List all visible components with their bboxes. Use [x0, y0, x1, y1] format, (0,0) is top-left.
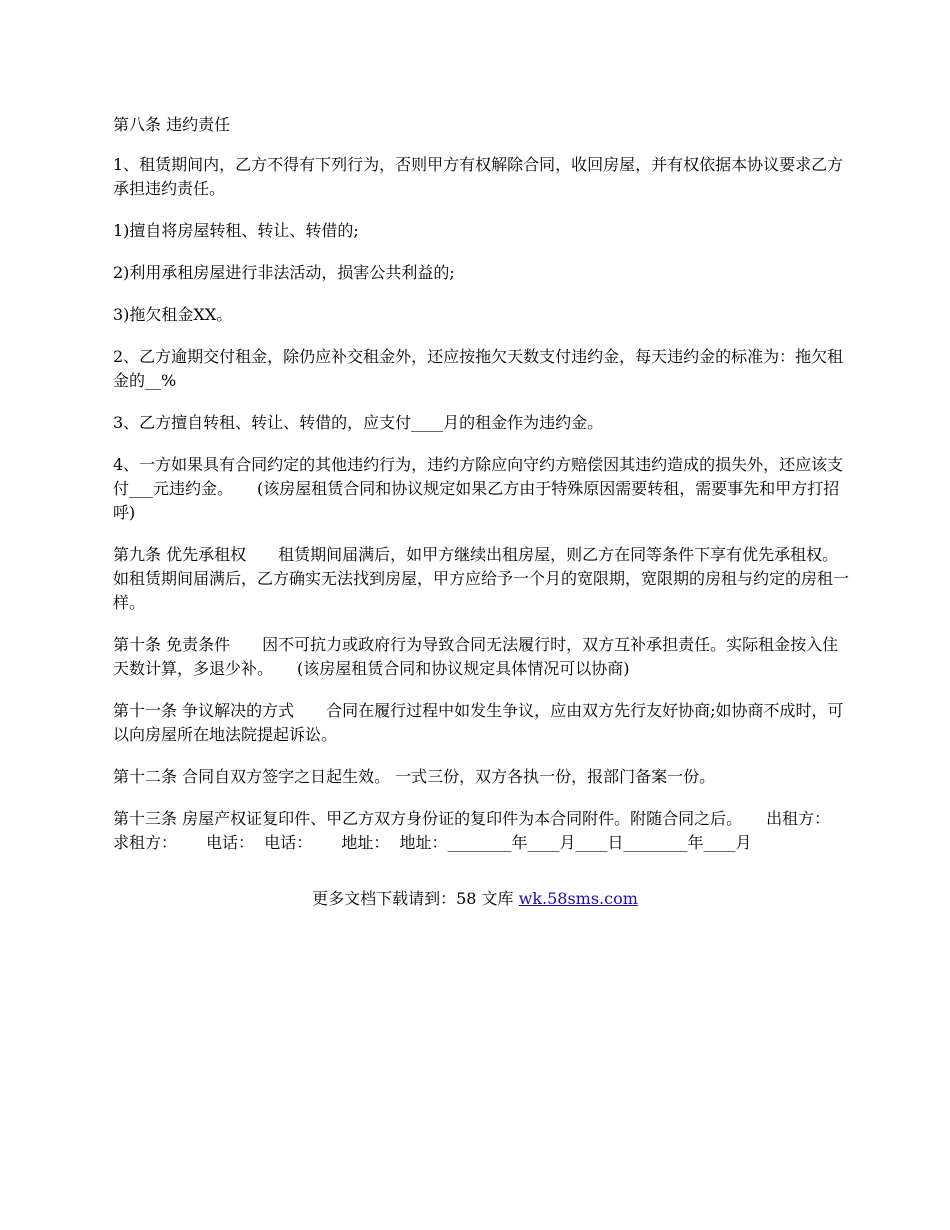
article-8-item-1: 1)擅自将房屋转租、转让、转借的; [113, 221, 359, 240]
footer-link[interactable]: wk.58sms.com [518, 889, 638, 908]
article-8-item-3: 3)拖欠租金XX。 [113, 305, 233, 324]
article-13-signatures: 第十三条 房屋产权证复印件、甲乙方双方身份证的复印件为本合同附件。附随合同之后。 出租方： 求租方： 电话： 电话： 地址： 地址：________年____月____日________年____月 [113, 809, 841, 852]
article-8-item-2: 2)利用承租房屋进行非法活动，损害公共利益的; [113, 263, 455, 282]
article-12: 第十二条 合同自双方签字之日起生效。 一式三份，双方各执一份，报部门备案一份。 [113, 767, 716, 786]
article-9: 第九条 优先承租权 租赁期间届满后，如甲方继续出租房屋，则乙方在同等条件下享有优先承租权。如租赁期间届满后，乙方确实无法找到房屋，甲方应给予一个月的宽限期，宽限期的房租与约定的房租一样。 [113, 545, 850, 612]
article-8-clause-2: 2、乙方逾期交付租金，除仍应补交租金外，还应按拖欠天数支付违约金，每天违约金的标准为：拖欠租金的__% [113, 347, 844, 390]
article-8-clause-3: 3、乙方擅自转租、转让、转借的，应支付____月的租金作为违约金。 [113, 413, 604, 432]
document-body [113, 113, 853, 855]
footer-text: 更多文档下载请到：58 文库 [312, 889, 519, 908]
article-8-clause-1: 1、租赁期间内，乙方不得有下列行为，否则甲方有权解除合同，收回房屋，并有权依据本协议要求乙方承担违约责任。 [113, 155, 844, 198]
article-8-clause-4: 4、一方如果具有合同约定的其他违约行为，违约方除应向守约方赔偿因其违约造成的损失外，还应该支付___元违约金。 (该房屋租赁合同和协议规定如果乙方由于特殊原因需要转租，需要事先和甲方打招呼) [113, 455, 844, 522]
article-10: 第十条 免责条件 因不可抗力或政府行为导致合同无法履行时，双方互补承担责任。实际租金按入住天数计算，多退少补。 (该房屋租赁合同和协议规定具体情况可以协商) [113, 635, 839, 678]
download-footer [0, 887, 950, 911]
article-8-heading: 第八条 违约责任 [113, 115, 231, 134]
article-11: 第十一条 争议解决的方式 合同在履行过程中如发生争议，应由双方先行友好协商;如协商不成时，可以向房屋所在地法院提起诉讼。 [113, 701, 844, 744]
